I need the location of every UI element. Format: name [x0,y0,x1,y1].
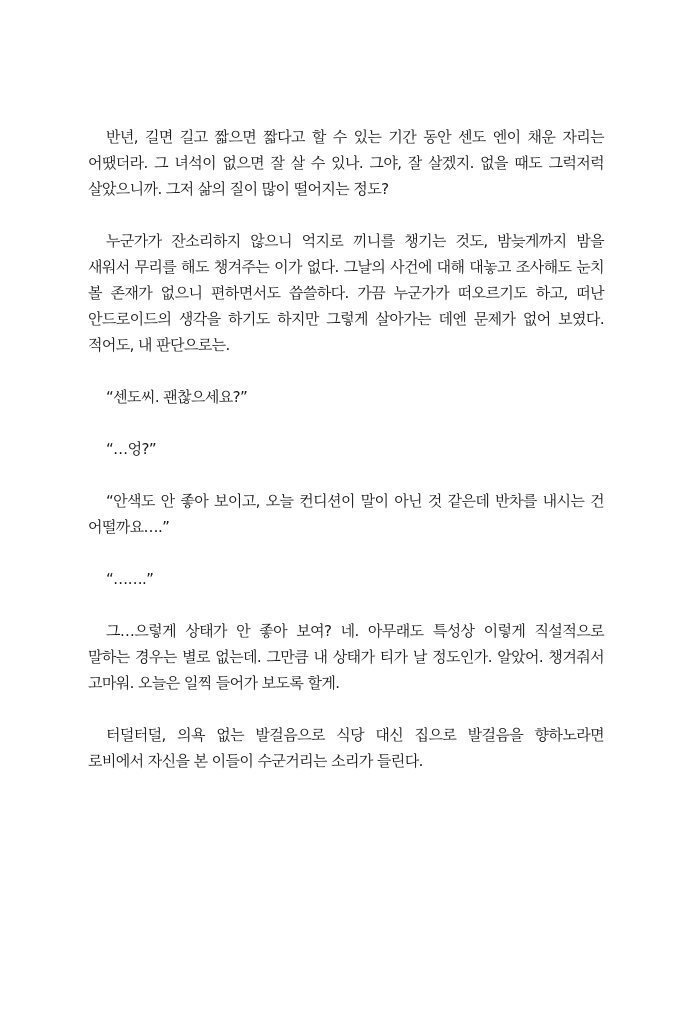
dialogue-line: “센도씨. 괜찮으세요?” [106,388,248,406]
dialogue-line: “…엉?” [106,440,156,458]
paragraph: 그…으렇게 상태가 안 좋아 보여? 네. 아무래도 특성상 이렇게 직설적으로 말하는 경우는 별로 없는데. 그만큼 내 상태가 티가 날 정도인가. 알았어. 챙겨줘서 고마워. 오늘은 일찍 들어가 보도록 할게. [88,622,604,692]
dialogue-line: “안색도 안 좋아 보이고, 오늘 컨디션이 말이 아닌 것 같은데 반차를 내시는 건 어떨까요….” [88,492,604,536]
document-body [88,124,604,800]
paragraph: 누군가가 잔소리하지 않으니 억지로 끼니를 챙기는 것도, 밤늦게까지 밤을 새워서 무리를 해도 챙겨주는 이가 없다. 그날의 사건에 대해 대놓고 조사해도 눈치 볼 존재가 없으니 편하면서도 씁쓸하다. 가끔 누군가가 떠오르기도 하고, 떠난 안드로이드의 생각을 하기도 하지만 그렇게 살아가는 데엔 문제가 없어 보였다. 적어도, 내 판단으로는. [88,232,604,354]
paragraph: 터덜터덜, 의욕 없는 발걸음으로 식당 대신 집으로 발걸음을 향하노라면 로비에서 자신을 본 이들이 수군거리는 소리가 들린다. [88,726,604,770]
paragraph: 반년, 길면 길고 짧으면 짧다고 할 수 있는 기간 동안 센도 엔이 채운 자리는 어땠더라. 그 녀석이 없으면 잘 살 수 있나. 그야, 잘 살겠지. 없을 때도 그럭저럭 살았으니까. 그저 삶의 질이 많이 떨어지는 정도? [88,128,604,198]
dialogue-line: “…….” [106,570,154,588]
